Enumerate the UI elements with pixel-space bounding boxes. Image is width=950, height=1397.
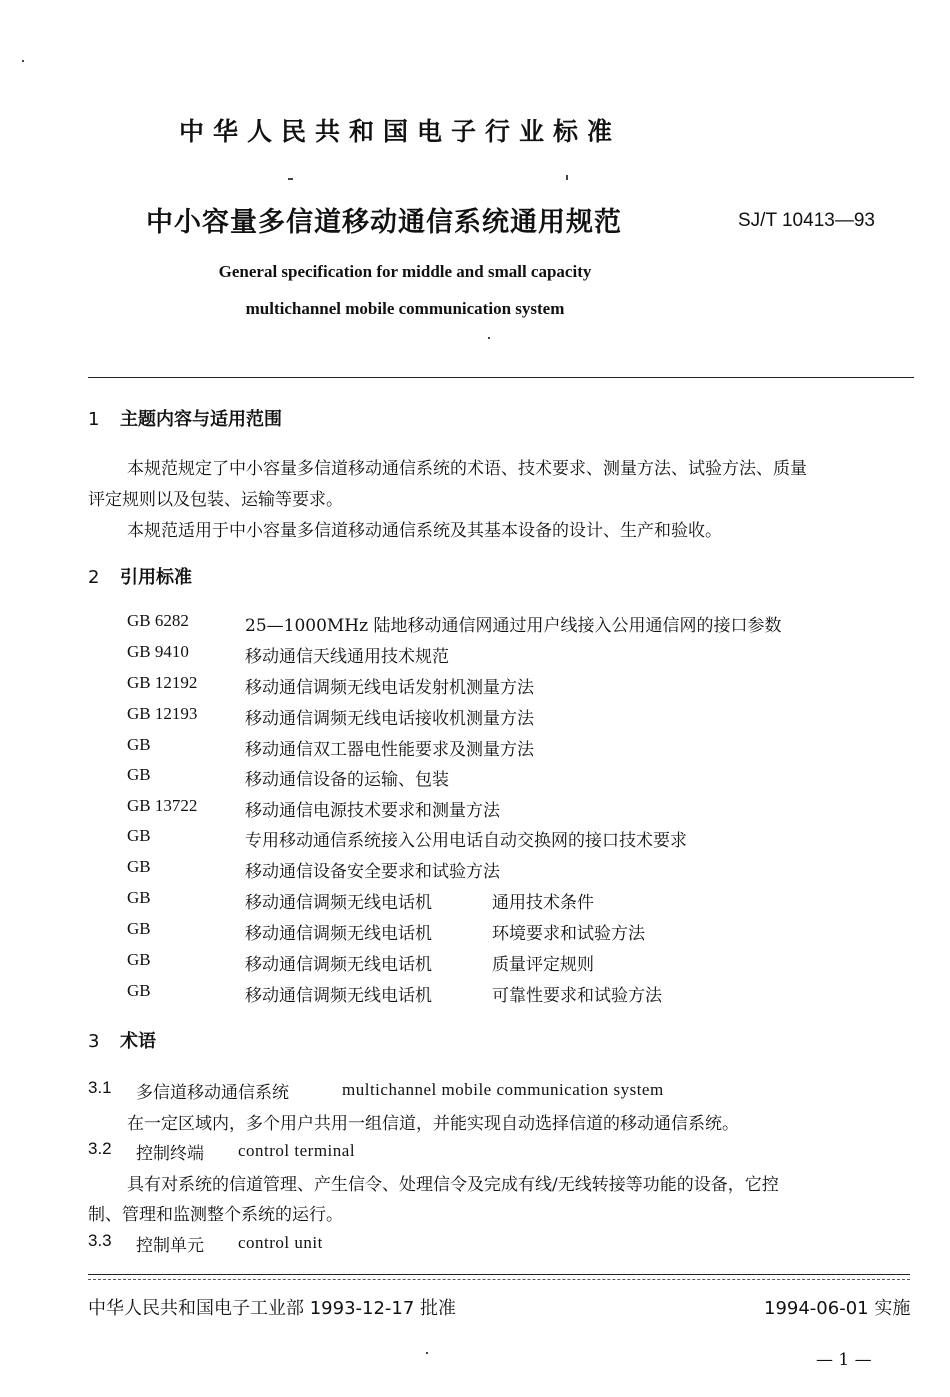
reference-code: GB <box>127 735 151 754</box>
reference-title: 移动通信电源技术要求和测量方法 <box>245 801 500 821</box>
term-definition-line-2: 制、管理和监测整个系统的运行。 <box>88 1205 343 1225</box>
reference-title: 25—1000MHz 陆地移动通信网通过用户线接入公用通信网的接口参数 <box>245 616 782 636</box>
reference-code: GB 13722 <box>127 796 198 815</box>
reference-code: GB <box>127 919 151 938</box>
reference-title: 移动通信天线通用技术规范 <box>245 647 449 667</box>
section-1-paragraph-2: 本规范适用于中小容量多信道移动通信系统及其基本设备的设计、生产和验收。 <box>127 521 722 541</box>
reference-code: GB 12193 <box>127 704 198 723</box>
footer-divider-secondary <box>88 1279 910 1280</box>
reference-code: GB 9410 <box>127 642 189 661</box>
reference-title: 专用移动通信系统接入公用电话自动交换网的接口技术要求 <box>245 831 687 851</box>
section-number: 1 <box>88 409 100 430</box>
reference-title: 移动通信调频无线电话机 <box>245 924 432 944</box>
term-chinese-name: 控制终端 <box>136 1144 204 1164</box>
footer-divider <box>88 1274 910 1275</box>
reference-subtitle: 环境要求和试验方法 <box>492 924 645 944</box>
page-number: — 1 — <box>816 1350 872 1370</box>
section-title: 引用标准 <box>120 567 192 588</box>
scan-speck <box>22 60 24 62</box>
scan-speck <box>488 337 490 339</box>
section-1-paragraph-1-line-1: 本规范规定了中小容量多信道移动通信系统的术语、技术要求、测量方法、试验方法、质量 <box>127 459 807 479</box>
reference-code: GB <box>127 888 151 907</box>
reference-title: 移动通信调频无线电话发射机测量方法 <box>245 678 534 698</box>
reference-code: GB <box>127 765 151 784</box>
section-1-paragraph-1-line-2: 评定规则以及包装、运输等要求。 <box>88 490 343 510</box>
term-definition: 在一定区域内，多个用户共用一组信道，并能实现自动选择信道的移动通信系统。 <box>127 1114 739 1134</box>
section-title: 术语 <box>120 1031 156 1052</box>
term-definition-line-1: 具有对系统的信道管理、产生信令、处理信令及完成有线/无线转接等功能的设备，它控 <box>127 1175 779 1195</box>
header-divider <box>88 377 914 378</box>
reference-code: GB 6282 <box>127 611 189 630</box>
section-2-heading <box>88 563 192 589</box>
reference-title: 移动通信调频无线电话机 <box>245 893 432 913</box>
reference-code: GB 12192 <box>127 673 198 692</box>
term-number: 3.3 <box>88 1231 112 1250</box>
term-number: 3.1 <box>88 1078 112 1097</box>
term-chinese-name: 多信道移动通信系统 <box>136 1083 289 1103</box>
scan-speck <box>426 1352 428 1354</box>
section-number: 2 <box>88 567 100 588</box>
standard-code: SJ/T 10413—93 <box>738 210 875 231</box>
section-1-heading <box>88 405 282 431</box>
document-title: 中小容量多信道移动通信系统通用规范 <box>146 207 622 238</box>
english-title-line-1: General specification for middle and small capacity <box>218 262 592 281</box>
effective-date: 1994-06-01 实施 <box>764 1298 911 1319</box>
reference-title: 移动通信设备的运输、包装 <box>245 770 449 790</box>
reference-code: GB <box>127 826 151 845</box>
scan-speck <box>566 175 568 180</box>
reference-code: GB <box>127 981 151 1000</box>
reference-subtitle: 通用技术条件 <box>492 893 594 913</box>
term-number: 3.2 <box>88 1139 112 1158</box>
issuing-authority-title: 中华人民共和国电子行业标准 <box>178 117 621 146</box>
reference-title: 移动通信设备安全要求和试验方法 <box>245 862 500 882</box>
reference-title: 移动通信调频无线电话机 <box>245 986 432 1006</box>
reference-subtitle: 质量评定规则 <box>492 955 594 975</box>
term-english-name: control unit <box>238 1233 323 1252</box>
term-chinese-name: 控制单元 <box>136 1236 204 1256</box>
section-number: 3 <box>88 1031 100 1052</box>
term-english-name: control terminal <box>238 1141 356 1160</box>
english-title-line-2: multichannel mobile communication system <box>245 299 565 318</box>
reference-title: 移动通信双工器电性能要求及测量方法 <box>245 740 534 760</box>
reference-title: 移动通信调频无线电话接收机测量方法 <box>245 709 534 729</box>
reference-code: GB <box>127 857 151 876</box>
section-3-heading <box>88 1027 156 1053</box>
term-english-name: multichannel mobile communication system <box>342 1080 664 1099</box>
reference-title: 移动通信调频无线电话机 <box>245 955 432 975</box>
scan-speck <box>288 178 293 180</box>
reference-subtitle: 可靠性要求和试验方法 <box>492 986 662 1006</box>
approval-statement: 中华人民共和国电子工业部 1993-12-17 批准 <box>88 1298 457 1319</box>
reference-code: GB <box>127 950 151 969</box>
section-title: 主题内容与适用范围 <box>120 409 282 430</box>
